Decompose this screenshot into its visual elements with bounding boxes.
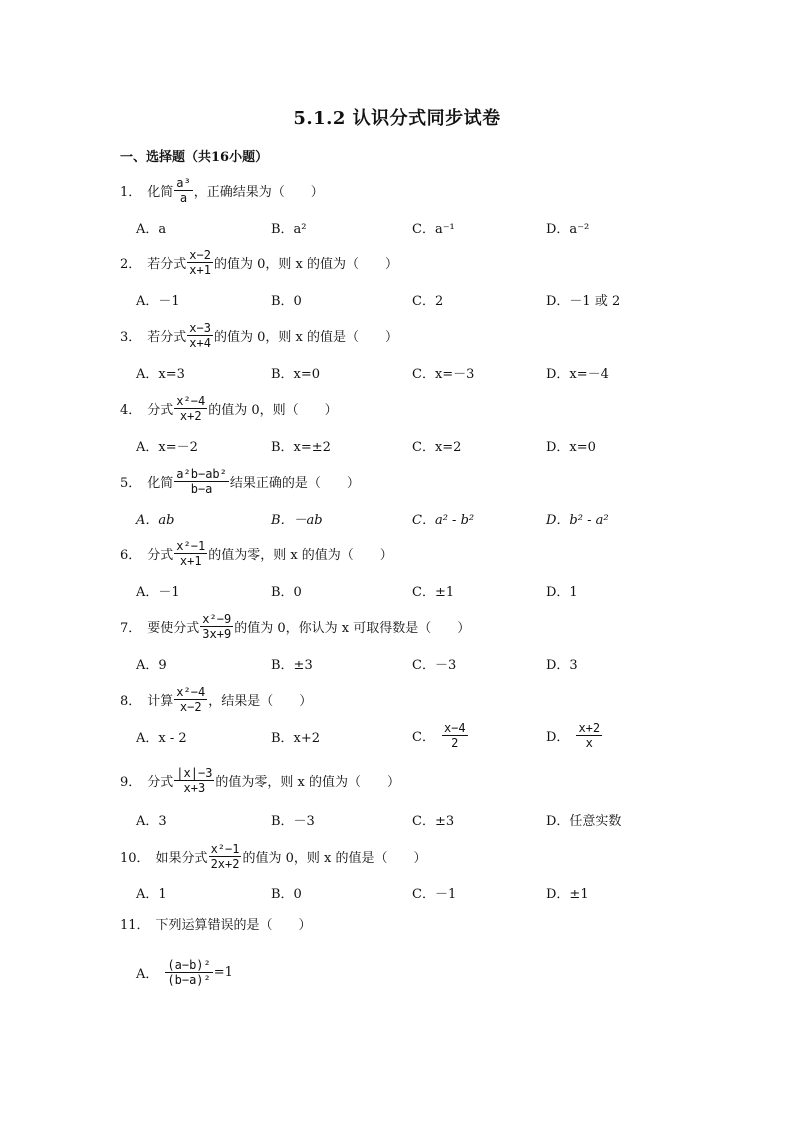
option-b[interactable]: B．0 bbox=[271, 294, 302, 309]
fraction: $\frac{x-4}{2}$ bbox=[443, 721, 466, 750]
option-b[interactable]: B．－3 bbox=[271, 814, 315, 829]
fraction: $\frac{|x|-3}{x+3}$ bbox=[176, 766, 213, 795]
fraction: $\frac{\text{(a−b)²}}{\text{(b−a)²}}$ bbox=[167, 958, 211, 987]
option-c[interactable]: C．x=－3 bbox=[412, 367, 475, 382]
option-c[interactable]: C．±3 bbox=[412, 814, 455, 829]
question-10: 10． 如果分式 $\frac{\text{x²−1}}{2x+2}$ 的值为 0，则 x 的值是（ ） bbox=[120, 842, 427, 871]
option-a[interactable]: A．3 bbox=[136, 814, 167, 829]
options-row bbox=[136, 436, 676, 456]
option-c[interactable]: C．－1 bbox=[412, 887, 457, 902]
option-d[interactable]: D．1 bbox=[546, 585, 578, 600]
option-d[interactable]: D．b² - a² bbox=[546, 513, 609, 528]
question-11: 11． 下列运算错误的是（ ） bbox=[120, 918, 312, 933]
option-b[interactable]: B．x+2 bbox=[271, 731, 321, 746]
option-b[interactable]: B．0 bbox=[271, 585, 302, 600]
options-row bbox=[136, 883, 676, 903]
option-c[interactable]: C．±1 bbox=[412, 585, 455, 600]
option-a[interactable]: A． $\frac{\text{(a−b)²}}{\text{(b−a)²}}$ =1 bbox=[136, 958, 233, 987]
option-a[interactable]: A．x - 2 bbox=[136, 731, 187, 746]
option-a[interactable]: A．－1 bbox=[136, 294, 180, 309]
option-d[interactable]: D．3 bbox=[546, 658, 578, 673]
option-c[interactable]: C．a⁻¹ bbox=[412, 222, 455, 237]
option-c[interactable]: C．2 bbox=[412, 294, 444, 309]
option-c[interactable]: C．－3 bbox=[412, 658, 457, 673]
option-a[interactable]: A．1 bbox=[136, 887, 167, 902]
question-5: 5． 化简 $\frac{\text{a²b−ab²}}{b-a}$ 结果正确的是（ ） bbox=[120, 467, 360, 496]
option-b[interactable]: B．a² bbox=[271, 222, 307, 237]
options-row bbox=[136, 958, 676, 987]
options-row bbox=[136, 509, 676, 529]
option-b[interactable]: B．－ab bbox=[271, 513, 323, 528]
options-row bbox=[136, 654, 676, 674]
fraction: $\frac{\text{x²−1}}{2x+2}$ bbox=[210, 842, 240, 871]
options-row bbox=[136, 218, 676, 238]
option-a[interactable]: A．－1 bbox=[136, 585, 180, 600]
option-d[interactable]: D．x=0 bbox=[546, 440, 596, 455]
question-6: 6． 分式 $\frac{\text{x²−1}}{x+1}$ 的值为零，则 x 的值为（ ） bbox=[120, 539, 393, 568]
fraction: $\frac{\text{a³}}{a}$ bbox=[176, 176, 191, 205]
section-heading: 一、选择题（共16小题） bbox=[120, 150, 269, 165]
question-2: 2． 若分式 $\frac{x-2}{x+1}$ 的值为 0，则 x 的值为（ ） bbox=[120, 248, 398, 277]
option-a[interactable]: A．ab bbox=[136, 513, 175, 528]
option-a[interactable]: A．9 bbox=[136, 658, 167, 673]
option-b[interactable]: B．±3 bbox=[271, 658, 313, 673]
options-row bbox=[136, 721, 676, 750]
fraction: $\frac{x-2}{x+1}$ bbox=[189, 248, 211, 277]
question-1: 1． 化简 $\frac{\text{a³}}{a}$ ，正确结果为（ ） bbox=[120, 176, 324, 205]
option-b[interactable]: B．0 bbox=[271, 887, 302, 902]
option-b[interactable]: B．x=0 bbox=[271, 367, 321, 382]
option-d[interactable]: D．任意实数 bbox=[546, 814, 622, 829]
page-title: 5.1.2 认识分式同步试卷 bbox=[293, 108, 501, 129]
option-a[interactable]: A．a bbox=[136, 222, 167, 237]
options-row bbox=[136, 581, 676, 601]
option-d[interactable]: D．±1 bbox=[546, 887, 589, 902]
option-c[interactable]: C．x=2 bbox=[412, 440, 462, 455]
option-b[interactable]: B．x=±2 bbox=[271, 440, 331, 455]
option-c[interactable]: C．a² - b² bbox=[412, 513, 475, 528]
fraction: $\frac{\text{x²−4}}{x+2}$ bbox=[176, 394, 206, 423]
fraction: $\frac{x-3}{x+4}$ bbox=[189, 321, 211, 350]
option-a[interactable]: A．x=3 bbox=[136, 367, 185, 382]
fraction: $\frac{\text{a²b−ab²}}{b-a}$ bbox=[176, 467, 227, 496]
option-d[interactable]: D． $\frac{x+2}{x}$ bbox=[546, 721, 601, 750]
fraction: $\frac{\text{x²−9}}{3x+9}$ bbox=[202, 612, 232, 641]
question-4: 4． 分式 $\frac{\text{x²−4}}{x+2}$ 的值为 0，则（ ） bbox=[120, 394, 338, 423]
fraction: $\frac{\text{x²−1}}{x+1}$ bbox=[176, 539, 206, 568]
fraction: $\frac{\text{x²−4}}{x-2}$ bbox=[176, 685, 206, 714]
fraction: $\frac{x+2}{x}$ bbox=[578, 721, 601, 750]
option-d[interactable]: D．a⁻² bbox=[546, 222, 590, 237]
question-7: 7． 要使分式 $\frac{\text{x²−9}}{3x+9}$ 的值为 0，你认为 x 可取得数是（ ） bbox=[120, 612, 471, 641]
option-c[interactable]: C． $\frac{x-4}{2}$ bbox=[412, 721, 466, 750]
question-8: 8． 计算 $\frac{\text{x²−4}}{x-2}$ ，结果是（ ） bbox=[120, 685, 313, 714]
options-row bbox=[136, 290, 676, 310]
options-row bbox=[136, 363, 676, 383]
options-row bbox=[136, 810, 676, 830]
question-3: 3． 若分式 $\frac{x-3}{x+4}$ 的值为 0，则 x 的值是（ ） bbox=[120, 321, 398, 350]
option-a[interactable]: A．x=－2 bbox=[136, 440, 198, 455]
option-d[interactable]: D．x=－4 bbox=[546, 367, 609, 382]
option-d[interactable]: D．－1 或 2 bbox=[546, 294, 621, 309]
question-9: 9． 分式 $\frac{|x|-3}{x+3}$ 的值为零，则 x 的值为（ ） bbox=[120, 766, 401, 795]
